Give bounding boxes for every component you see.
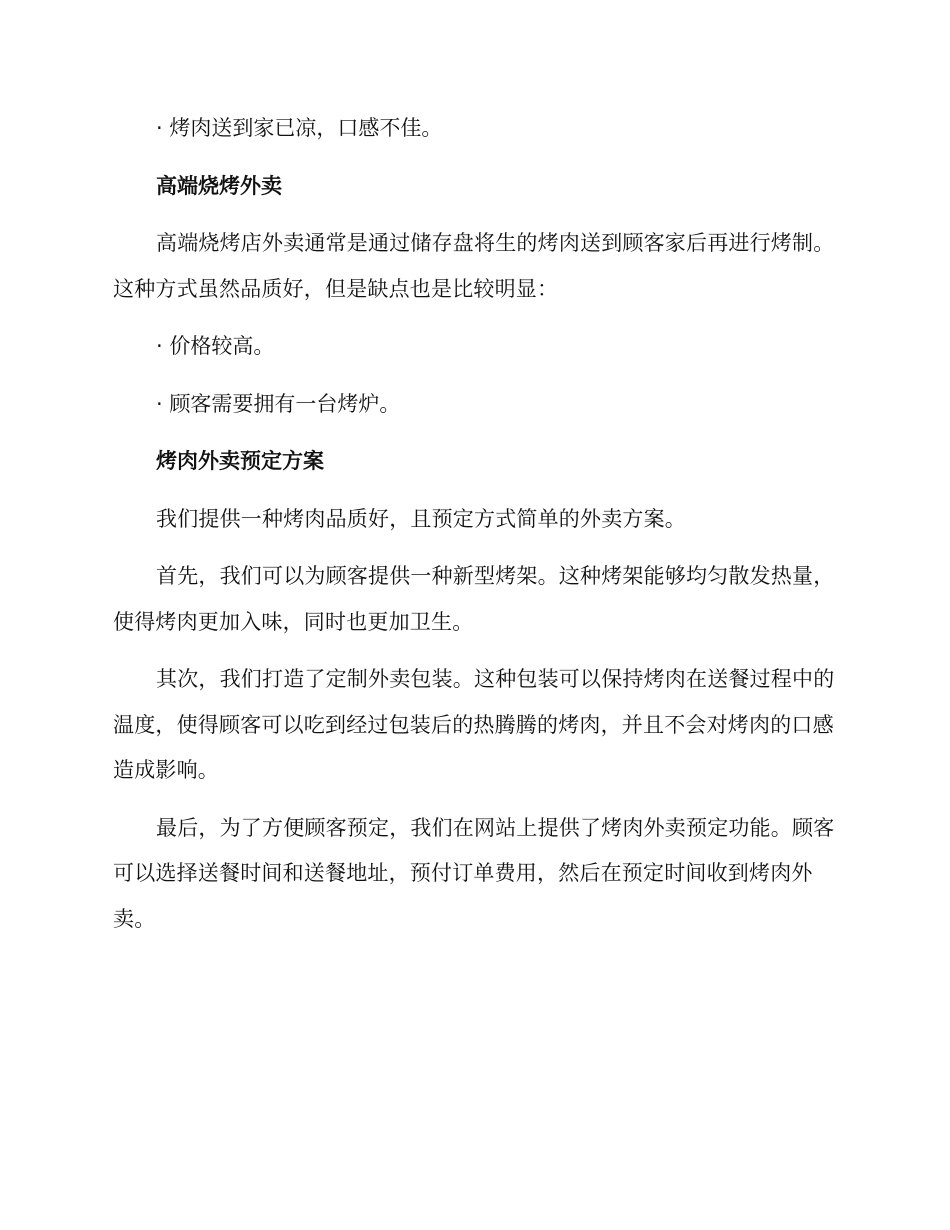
paragraph-second: 其次，我们打造了定制外卖包装。这种包装可以保持烤肉在送餐过程中的温度，使得顾客可以吃到经过包装后的热腾腾的烤肉，并且不会对烤肉的口感造成影响。: [113, 667, 835, 782]
section-heading-booking-plan: 烤肉外卖预定方案: [156, 449, 324, 473]
document-page: [113, 106, 837, 954]
paragraph-plan-intro: 我们提供一种烤肉品质好，且预定方式简单的外卖方案。: [156, 506, 686, 531]
section-heading-premium-bbq: 高端烧烤外卖: [156, 173, 282, 198]
bullet-cold-delivery: · 烤肉送到家已凉，口感不佳。: [156, 116, 443, 140]
paragraph-last: 最后，为了方便顾客预定，我们在网站上提供了烤肉外卖预定功能。顾客可以选择送餐时间和送餐地址，预付订单费用，然后在预定时间收到烤肉外卖。: [113, 815, 835, 931]
bullet-need-grill: · 顾客需要拥有一台烤炉。: [156, 391, 401, 416]
paragraph-first: 首先，我们可以为顾客提供一种新型烤架。这种烤架能够均匀散发热量，使得烤肉更加入味，同时也更加卫生。: [113, 564, 835, 634]
paragraph-premium-bbq: 高端烧烤店外卖通常是通过储存盘将生的烤肉送到顾客家后再进行烤制。这种方式虽然品质好，但是缺点也是比较明显：: [113, 231, 835, 301]
bullet-high-price: · 价格较高。: [156, 334, 275, 358]
